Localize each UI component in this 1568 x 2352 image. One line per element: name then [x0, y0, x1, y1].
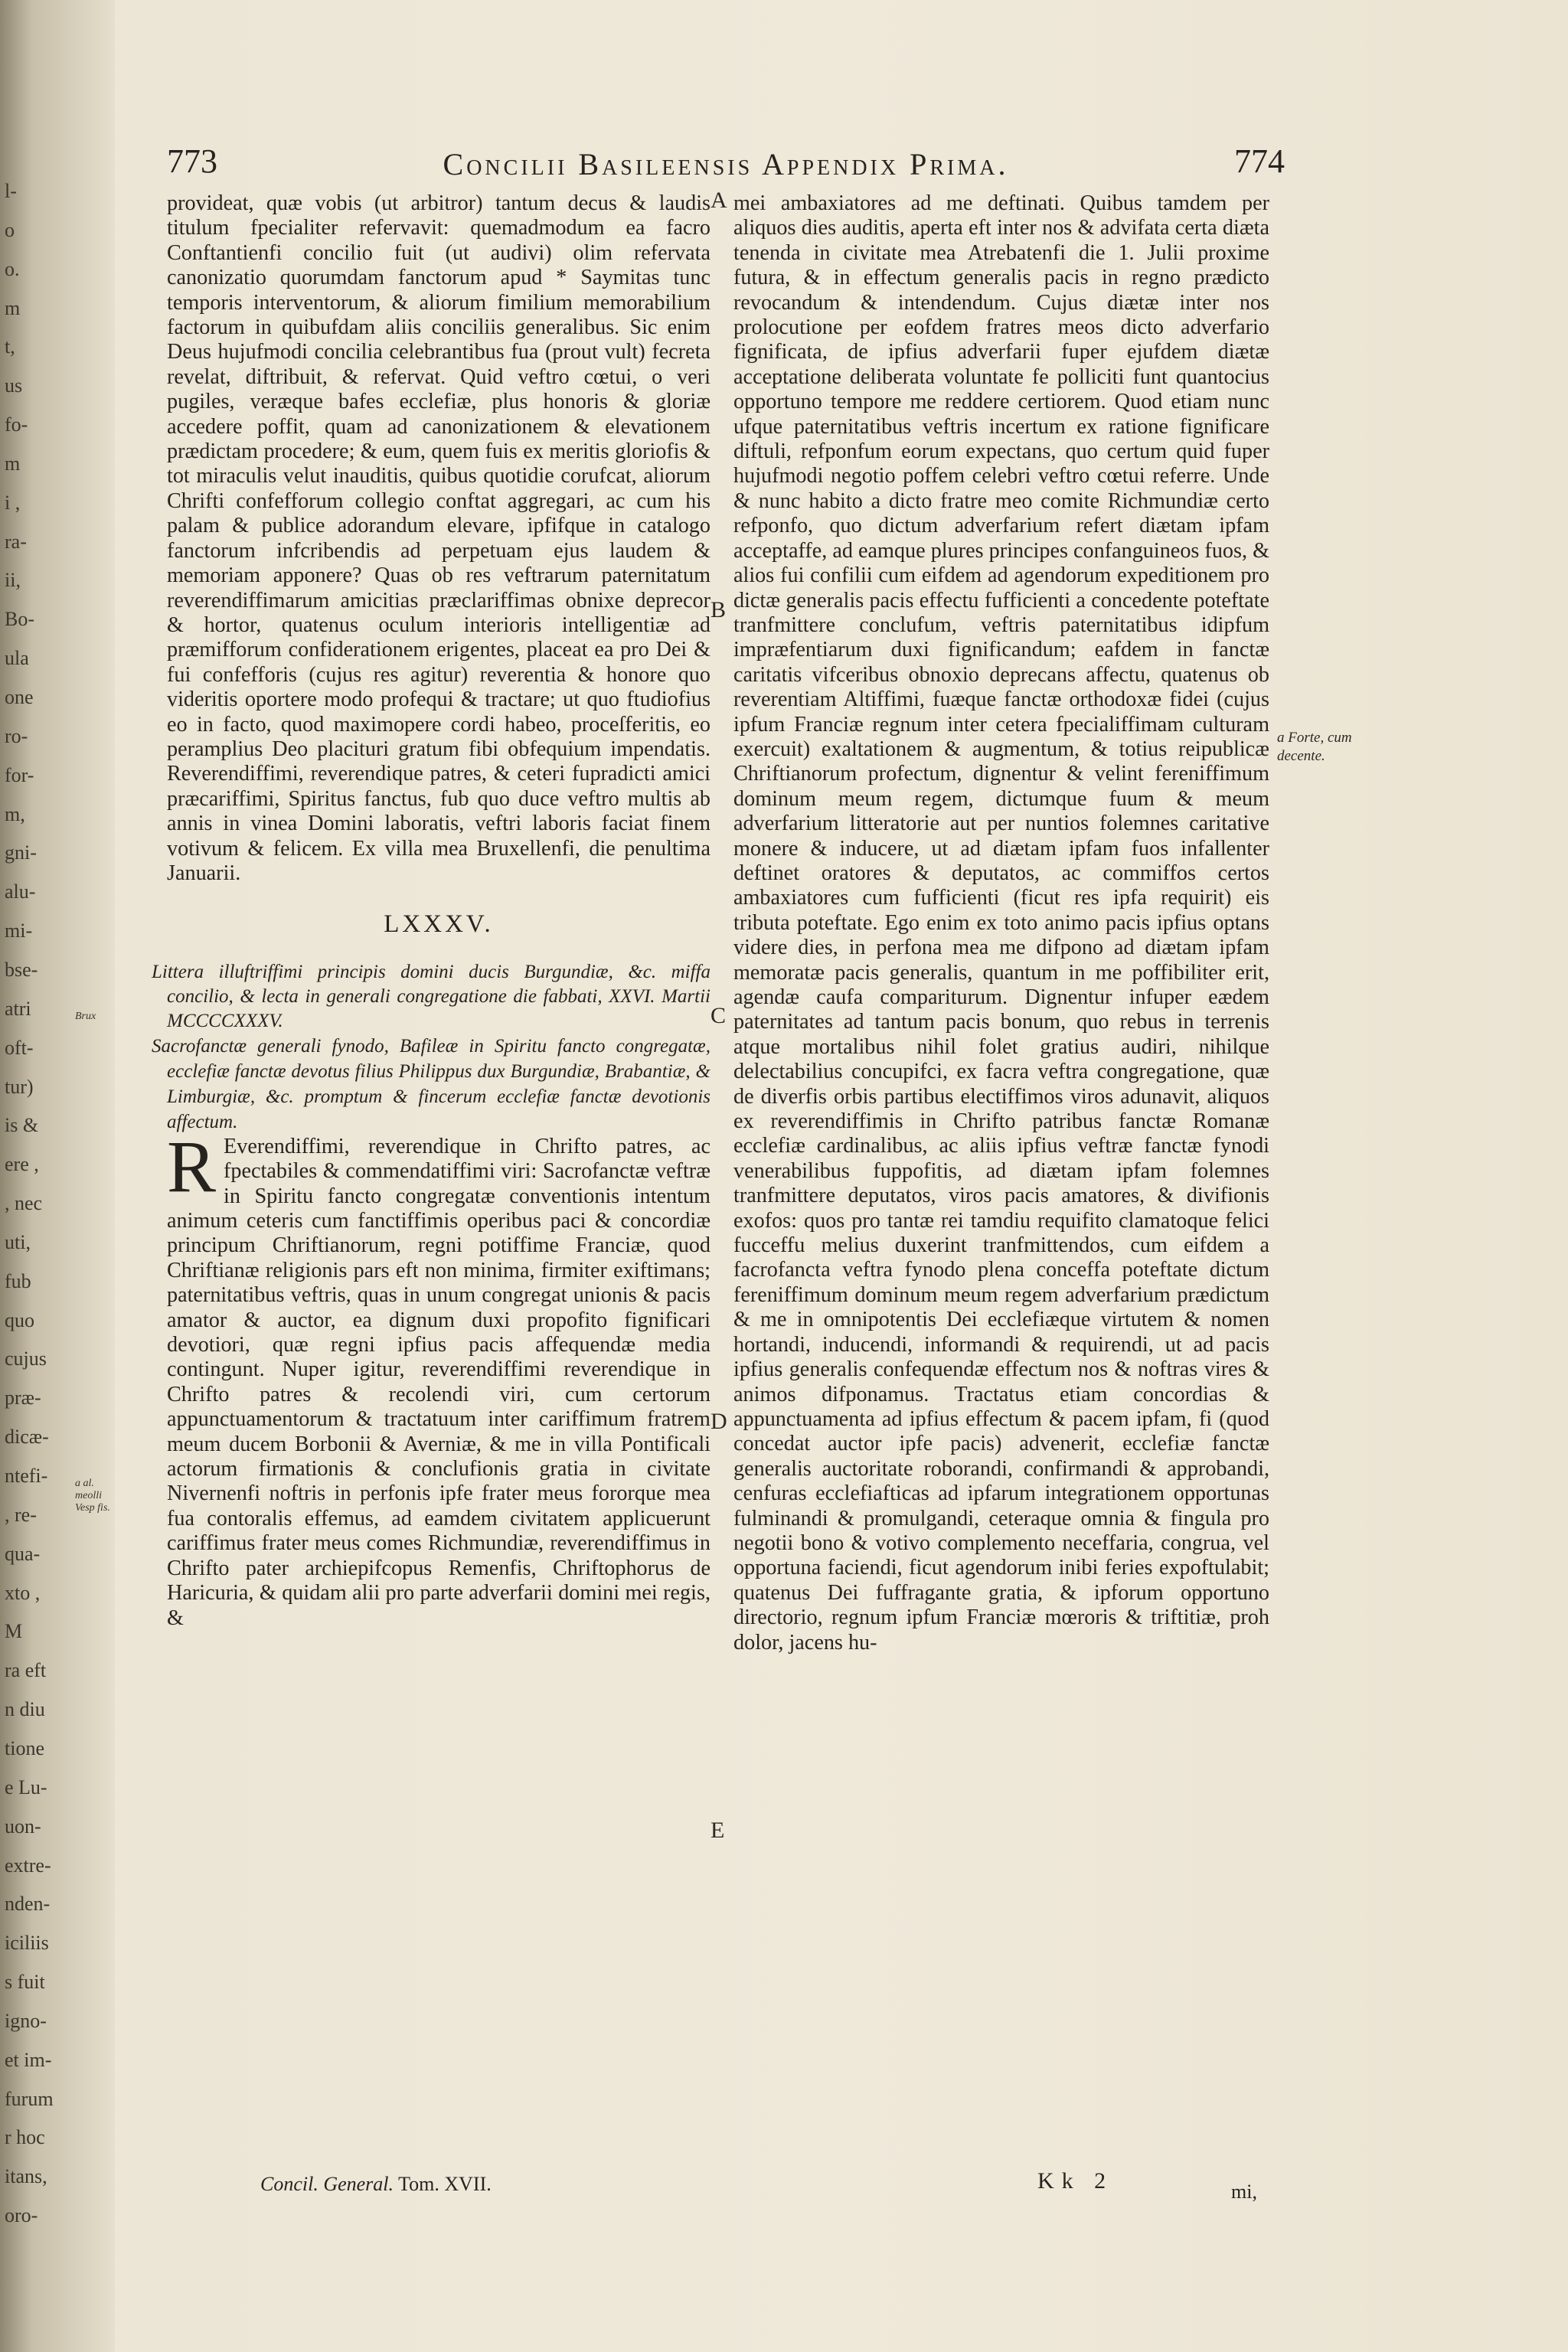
gutter-fragment: l-	[5, 180, 17, 202]
gutter-fragment: uti,	[5, 1230, 31, 1253]
section-marker-c: C	[710, 1003, 727, 1028]
gutter-fragment: M	[5, 1620, 23, 1643]
page-number-left: 773	[167, 142, 217, 180]
gutter-fragment: m	[5, 452, 21, 475]
gutter-fragment: fub	[5, 1269, 31, 1292]
running-title: Concilii Basileensis Appendix Prima.	[443, 147, 1009, 181]
gutter-note: Brux	[75, 1011, 96, 1022]
gutter-fragment: nden-	[5, 1893, 51, 1916]
gutter-fragment: atri	[5, 997, 31, 1020]
gutter-note: a al. meolli Vesp fis.	[75, 1478, 110, 1514]
section-marker-d: D	[710, 1409, 727, 1434]
gutter-fragment: gni-	[5, 841, 37, 864]
section-marker-b: B	[710, 597, 727, 622]
gutter-fragment: igno-	[5, 2009, 47, 2032]
gutter-fragment: ra eft	[5, 1659, 47, 1682]
section-marker-e: E	[710, 1818, 725, 1843]
gutter-fragment: itans,	[5, 2165, 47, 2188]
letter-address: Sacrofanctæ generali fynodo, Bafileæ in Spiritu fancto congregatæ, ecclefiæ fanctæ devotus filius Philippus dux Burgundiæ, Brabantiæ, & Limburgiæ, &c. promptum & fincerum ecclefiæ fanctæ devotionis affectum.	[152, 1035, 710, 1132]
gutter-fragment: m,	[5, 802, 25, 825]
page-number-right: 774	[1234, 142, 1285, 180]
left-column	[152, 191, 710, 1631]
gutter-fragment: i ,	[5, 491, 21, 514]
gutter-fragment: , nec	[5, 1192, 43, 1215]
gutter-fragment: mi-	[5, 920, 33, 942]
gutter-fragment: fo-	[5, 413, 28, 436]
section-number: LXXXV.	[384, 910, 494, 939]
gutter-fragment: tur)	[5, 1075, 34, 1098]
catchword: mi,	[1231, 2180, 1257, 2203]
running-header	[167, 142, 1285, 188]
letter-rubric: Littera illuftriffimi principis domini ducis Burgundiæ, &c. miffa concilio, & lecta in generali congregatione die fabbati, XXVI. Martii MCCCCXXXV.	[152, 961, 710, 1031]
gutter-fragment: tione	[5, 1736, 44, 1759]
footer-source-volume: Tom. XVII.	[398, 2173, 492, 2195]
gutter-fragment: ere ,	[5, 1153, 39, 1176]
signature-mark: Kk 2	[1037, 2168, 1114, 2194]
letter-body-text: Everendiffimi, reverendique in Chrifto patres, ac fpectabiles & commendatiffimi viri: Sacrofanctæ veftræ in Spiritu fancto congregatæ conventionis intentum animum ceteris cum fanctiffimis operibus paci & concordiæ principum Chriftianorum, regni potiffime Franciæ, quod Chriftianæ religionis pars eft non minima, firmiter exiftimans; paternitatibus veftris, quas in unum congregat unionis & pacis amator & auctor, ea dignum duxi propofito fignificari devotiori, quæ regni ipfius pacis affequendæ media contingunt. Nuper igitur, reverendiffimi reverendique in Chrifto patres & recolendi viri, cum certorum appunctuamentorum & tractatuum inter cariffimum fratrem meum ducem Borbonii & Averniæ, & me in villa Pontificali actorum firmationis & conclufionis gratia in civitate Nivernenfi noftris in perfonis ipfe frater meus fororque mea fua contoralis effemus, ad eamdem civitatem applicuerunt cariffimus frater meus comes Richmundiæ, reverendiffimus in Chrifto pater archiepifcopus Remenfis, Chriftophorus de Haricuria, & quidam alii pro parte adverfarii domini mei regis, &	[167, 1134, 710, 1630]
left-column-text: provideat, quæ vobis (ut arbitror) tantum decus & laudis titulum fpecialiter refervavit: quemadmodum ea facro Conftantienfi concilio fuit (ut audivi) olim refervata canonizatio quorumdam fanctorum apud * Saymitas tunc temporis interventorum, & aliorum fimilium memorabilium factorum in quibufdam aliis conciliis generalibus. Sic enim Deus hujufmodi concilia celebrantibus fua (prout vult) fecreta revelat, diftribuit, & refervat. Quid veftro cœtui, o veri pugiles, veræque bafes ecclefiæ, plus honoris & gloriæ accedere poffit, quam ad canonizationem & elevationem prædictam procedere; & eum, quem fuis ex meritis gloriofis & tot miraculis velut inauditis, quibus quotidie corufcat, aliorum Chrifti confefforum collegio conftat aggregari, ac cum his palam & publice adorandum elevare, ipfifque in catalogo fanctorum infcribendis ad perpetuam ejus laudem & memoriam apponere? Quas ob res veftrarum paternitatum reverendiffimarum amicitias præclariffimas obnixe deprecor & hortor, quatenus oculum interioris intelligentiæ ad præmifforum confiderationem erigentes, placeat ea pro Dei & fui confefforis (cujus res agitur) reverentia & honore quo videritis oportere modo profequi & tractare; ut quo ftudiofius eo in facto, quod maximopere cordi habeo, proceſferitis, eo peramplius Deo placituri gratum fibi obfequium impendatis. Reverendiffimi, reverendique patres, & ceteri fupradicti amici præcariffimi, Spiritus fanctus, fub quo duce veftro multis ab annis in vinea Domini laboratis, veftri laboris faciat finem votivum & felicem. Ex villa mea Bruxellenfi, die penultima Januarii.	[167, 191, 710, 885]
gutter-fragment: oft-	[5, 1036, 34, 1059]
gutter-fragment: is &	[5, 1114, 39, 1137]
drop-cap: R	[167, 1125, 217, 1207]
gutter-fragment: oro-	[5, 2204, 38, 2227]
gutter-fragment: for-	[5, 763, 34, 786]
right-column-text: mei ambaxiatores ad me deftinati. Quibus tamdem per aliquos dies auditis, aperta eft inter nos & advifata certa diæta tenenda in civitate mea Atrebatenfi die 1. Julii proxime futura, & in effectum generalis pacis in regno prædicto revocandum & intendendum. Cujus diætæ inter nos prolocutione per eofdem fratres meos dicto adverfario fignificata, de ipfius adverfarii fuper ejufdem diætæ acceptatione deliberata voluntate fe polliciti funt quantocius opportuno tempore me reddere certiorem. Quod etiam nunc ufque paternitatibus veftris incertum ex ratione fignificare diftuli, refponfum eorum expectans, quo certum quid fuper hujufmodi negotio poffem celebri veftro cœtui referre. Unde & nunc habito a dicto fratre meo comite Richmundiæ certo refponfo, quo dictum adverfarium refert diætam ipfam acceptaffe, ad eamque plures principes confanguineos fuos, & alios fui confilii cum eifdem ad agendorum expeditionem pro dictæ generalis pacis effectu fufficienti a concedente poteftate tranfmittere conclufum, veftris paternitatibus idipfum impræfentiarum duxi fignificandum; eafdem in fanctæ caritatis vifceribus obnoxio deprecans affectu, quatenus ob reverentiam Altiffimi, fuæque fanctæ orthodoxæ fidei (cujus ipfum Franciæ regnum inter cetera fpecialiffimam culturam exercuit) exaltationem & augmentum, & totius reipublicæ Chriftianorum profectum, dignentur & velint fereniffimum dominum meum regem, dictumque fuum & meum adverfarium litteratorie aut per nuntios folemnes caritative monere & inducere, ut ad diætam ipfam fuos infallenter deftinet oratores & deputatos, ac commiffos certos ambaxiatores cum fufficienti (ficut res ipfa requirit) eis tributa poteftate. Ego enim ex toto animo pacis ipfius optans videre dies, in perfona mea me difpono ad diætam ipfam memoratæ pacis generalis, quantum in me poffibiliter erit, agendæ caufa compariturum. Dignentur infuper eædem paternitates ad tantum pacis bonum, quo rebus in terrenis atque mortalibus nihil folet gratius audiri, nihilque delectabilius concupifci, ex facra veftra congregatione, quæ de diverfis orbis partibus electiffimos viros adunavit, aliquos ex reverendiffimis in Chrifto patribus fanctæ Romanæ ecclefiæ cardinalibus, ac aliis ipfius veftræ fanctæ fynodi venerabilibus fuppofitis, ad diætam ipfam folemnes tranfmittere deputatos, viros pacis amatores, & divifionis exofos: quos pro tantæ rei tamdiu requifito clamatoque felici fucceffu melius duxerint tranfmittendos, cum eifdem a facrofancta veftra fynodo plena conceffa poteftate dictum fereniffimum dominum meum regem adverfarium prædictum & me in omnipotentis Dei ecclefiæque virtutem & nomen hortandi, inducendi, informandi & requirendi, ut ad pacis ipfius generalis confequendæ effectum nos & noftras vires & animos difponamus. Tractatus etiam concordias & appunctuamenta ad ipfius effectum & pacem ipfam, fi (quod concedat auctor ipfe pacis) advenerit, ecclefiæ fanctæ generalis auctoritate roborandi, confirmandi & approbandi, cenfuras ecclefiafticas ad ipfarum integrationem opportunas fulminandi & promulgandi, ceteraque omnia & fingula pro negotii bono & votivo complemento neceffaria, congrua, vel opportuna faciendi, ficut agendorum inibi feries expoftulabit; quatenus Dei fuffragante gratia, & ipforum opportuno directorio, regnum ipfum Franciæ mœroris & triftitiæ, proh dolor, jacens hu-	[733, 191, 1269, 1655]
gutter-fragment: t,	[5, 335, 15, 358]
gutter-fragment: dicæ-	[5, 1426, 49, 1449]
gutter-fragment: n diu	[5, 1698, 45, 1721]
gutter-fragment: e Lu-	[5, 1775, 47, 1798]
gutter-fragment: extre-	[5, 1854, 51, 1877]
gutter-fragment: ra-	[5, 530, 27, 553]
gutter-fragment: , re-	[5, 1503, 37, 1526]
gutter-fragment: m	[5, 296, 21, 319]
gutter-fragment: cujus	[5, 1348, 47, 1370]
gutter-fragment: o	[5, 218, 15, 241]
gutter-fragment: furum	[5, 2087, 54, 2110]
gutter-fragment: bse-	[5, 958, 38, 981]
gutter-fragment: ii,	[5, 569, 21, 592]
gutter-fragment: ntefi-	[5, 1465, 48, 1488]
gutter-fragment: r hoc	[5, 2126, 45, 2149]
gutter-fragment: ula	[5, 647, 29, 670]
facing-page-gutter	[0, 0, 115, 2352]
gutter-fragment: xto ,	[5, 1581, 41, 1604]
gutter-fragment: us	[5, 374, 23, 397]
gutter-fragment: iciliis	[5, 1932, 49, 1955]
section-marker-a: A	[710, 188, 727, 213]
gutter-fragment: alu-	[5, 880, 36, 903]
gutter-fragment: ro-	[5, 724, 28, 747]
gutter-fragment: et im-	[5, 2048, 52, 2071]
gutter-fragment: præ-	[5, 1387, 41, 1410]
gutter-fragment: uon-	[5, 1815, 41, 1838]
gutter-fragment: o.	[5, 257, 20, 280]
margin-note: a Forte, cum decente.	[1277, 730, 1352, 764]
right-column	[733, 191, 1269, 1655]
gutter-fragment: qua-	[5, 1542, 41, 1565]
gutter-fragment: one	[5, 686, 34, 709]
gutter-fragment: quo	[5, 1308, 34, 1331]
letter-body	[167, 1125, 710, 1631]
gutter-fragment: Bo-	[5, 608, 34, 631]
footer-source-title: Concil. General.	[260, 2173, 394, 2195]
footer-source	[260, 2173, 492, 2196]
gutter-fragment: s fuit	[5, 1971, 45, 1994]
